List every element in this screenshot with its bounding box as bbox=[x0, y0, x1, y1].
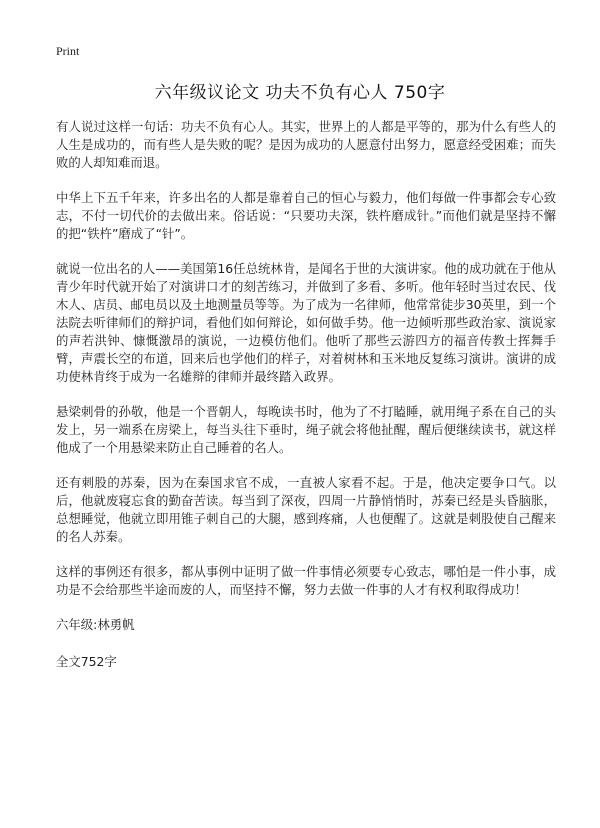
paragraph: 有人说过这样一句话：功夫不负有心人。其实，世界上的人都是平等的，那为什么有些人的人生是成功的，而有些人是失败的呢？是因为成功的人愿意付出努力，愿意经受困难；而失败的人却知难而退。 bbox=[56, 119, 556, 170]
paragraph: 还有刺股的苏秦，因为在秦国求官不成，一直被人家看不起。于是，他决定要争口气。以后，他就废寝忘食的勤奋苦读。每当到了深夜，四周一片静悄悄时，苏秦已经是头昏脑胀，总想睡觉，他就立即用锥子刺自己的大腿，感到疼痛，人也便醒了。这就是刺股使自己醒来的名人苏秦。 bbox=[56, 475, 556, 544]
author-line: 六年级:林勇帆 bbox=[56, 617, 135, 632]
paragraph: 悬梁刺骨的孙敬，他是一个晋朝人，每晚读书时，他为了不打瞌睡，就用绳子系在自己的头发上，另一端系在房梁上，每当头往下垂时，绳子就会将他扯醒，醒后便继续读书，就这样他成了一个用悬梁来防止自己睡着的名人。 bbox=[56, 404, 556, 455]
print-link[interactable]: Print bbox=[56, 44, 80, 58]
word-count: 全文752字 bbox=[56, 654, 117, 669]
article-body bbox=[56, 118, 556, 690]
article-title: 六年级议论文 功夫不负有心人 750字 bbox=[154, 83, 446, 103]
paragraph: 这样的事例还有很多，都从事例中证明了做一件事情必须要专心致志，哪怕是一件小事，成功是不会给那些半途而废的人，而坚持不懈，努力去做一件事的人才有权利取得成功！ bbox=[56, 564, 556, 597]
paragraph: 就说一位出名的人——美国第16任总统林肯，是闻名于世的大演讲家。他的成功就在于他从青少年时代就开始了对演讲口才的刻苦练习，并做到了多看、多听。他年轻时当过农民、伐木人、店员、邮电员以及土地测量员等等。为了成为一名律师，他常常徒步30英里，到一个法院去听律师们的辩护词，看他们如何辩论，如何做手势。他一边倾听那些政治家、演说家的声若洪钟、慷慨激昂的演说，一边模仿他们。他听了那些云游四方的福音传教士挥舞手臂，声震长空的布道，回来后也学他们的样子，对着树林和玉米地反复练习演讲。演讲的成功使林肯终于成为一名雄辩的律师并最终踏入政界。 bbox=[56, 261, 556, 384]
paragraph: 中华上下五千年来，许多出名的人都是靠着自己的恒心与毅力，他们每做一件事都会专心致志，不付一切代价的去做出来。俗话说：“只要功夫深，铁杵磨成针。”而他们就是坚持不懈的把“铁杵”磨成了“针”。 bbox=[56, 190, 556, 241]
